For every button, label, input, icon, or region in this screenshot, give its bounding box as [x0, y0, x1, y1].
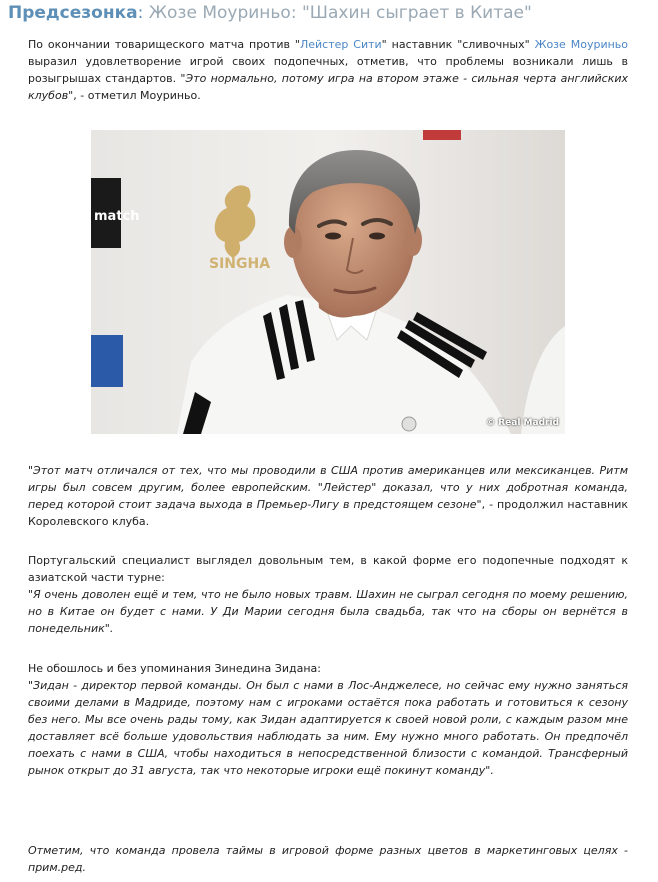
- sponsor-text: SINGHA: [209, 256, 271, 272]
- match-tail: , - продолжил наставник Королевского клуба.: [28, 498, 629, 528]
- intro-text-2: " наставник "сливочных": [381, 38, 535, 51]
- category-link[interactable]: Предсезонка: [8, 3, 138, 23]
- photo-watermark: © Real Madrid: [486, 418, 559, 428]
- banner-text: match: [94, 209, 140, 224]
- article-photo: [91, 130, 565, 434]
- zidane-quote: "Зидан - директор первой команды. Он был с нами в Лос-Анджелесе, но сейчас ему нужно заняться своими делами в Мадриде, поэтому нам с игроками остаётся пока работать и готовиться к сезону без него. Мы все очень рады тому, как Зидан адаптируется к своей новой роли, с каждым разом мне доставляет всё больше удовольствия наблюдать за ним. Ему нужно много работать. Он предпочёл поехать с нами в США, чтобы находиться в непосредственной близости с командой. Трансферный рынок открыт до 31 августа, так что некоторые игроки ещё покинут команду".: [28, 679, 628, 777]
- headline: Жозе Моуриньо: "Шахин сыграет в Китае": [148, 3, 532, 23]
- paragraph-intro: [28, 36, 628, 104]
- mourinho-portrait: [91, 130, 565, 434]
- paragraph-zidane: [28, 660, 628, 779]
- intro-quote: "Это нормально, потому игра на втором этаже - сильная черта английских клубов": [28, 72, 628, 102]
- injuries-quote: "Я очень доволен ещё и тем, что не было новых травм. Шахин не сыграл сегодня по моему решению, но в Китае он будет с нами. У Ди Марии сегодня была свадьба, так что на сборы он вернётся в понедельник".: [28, 588, 628, 635]
- editor-note: Отметим, что команда провела таймы в игровой форме разных цветов в маркетинговых целях - прим.ред.: [28, 844, 628, 874]
- paragraph-injuries: [28, 552, 628, 637]
- zidane-intro: Не обошлось и без упоминания Зинедина Зидана:: [28, 662, 321, 675]
- intro-text-3: выразил удовлетворение игрой своих подопечных, отметив, что проблемы возникали лишь в розыгрышах стандартов.: [28, 55, 628, 85]
- title-separator: :: [137, 3, 144, 23]
- match-quote: "Этот матч отличался от тех, что мы проводили в США против американцев или мексиканцев. Ритм игры был совсем другим, более европейским. "Лейстер" доказал, что у них добротная команда, перед которой стоит задача выхода в Премьер-Лигу в предстоящем сезоне": [28, 464, 628, 511]
- leicester-link[interactable]: Лейстер Сити: [299, 38, 382, 51]
- injuries-intro: Португальский специалист выглядел довольным тем, в какой форме его подопечные подходят к азиатской части турне:: [28, 554, 628, 584]
- paragraph-note: [28, 842, 628, 876]
- paragraph-match: [28, 462, 628, 530]
- article-title: [8, 2, 648, 24]
- mourinho-link[interactable]: Жозе Моуриньо: [534, 38, 628, 51]
- intro-text-4: , - отметил Моуриньо.: [73, 89, 201, 102]
- intro-text-1: По окончании товарищеского матча против ": [28, 38, 300, 51]
